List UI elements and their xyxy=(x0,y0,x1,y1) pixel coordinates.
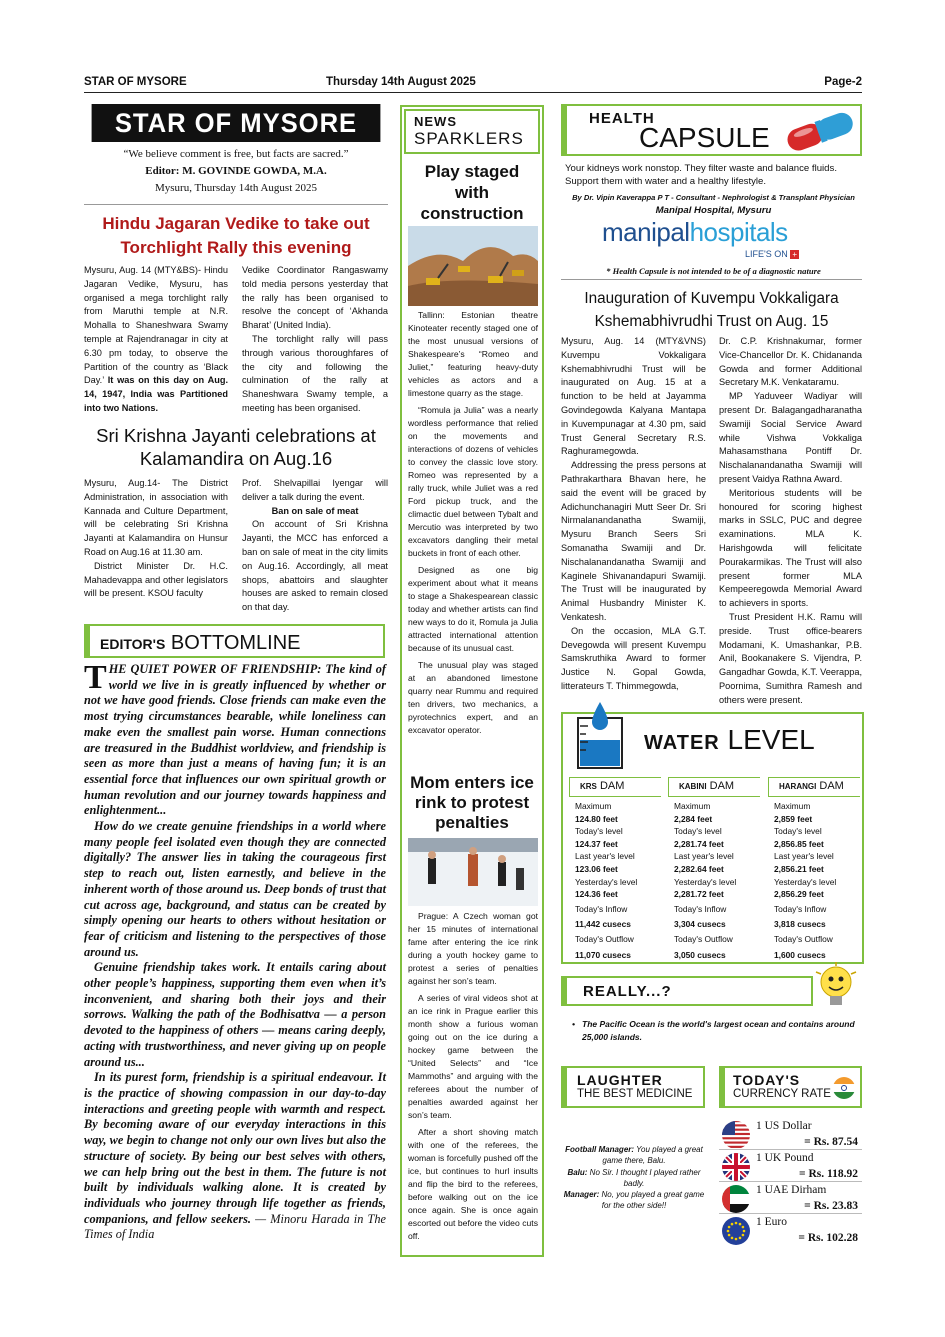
torchlight-text2: Vedike Coordinator Rangaswamy told media persons yesterday that the rally has been organised to resolve the concept of ‘Akhanda Bharat’ (United India). xyxy=(242,265,388,331)
editor-line: Editor: M. GOVINDE GOWDA, M.A. xyxy=(145,165,327,177)
dam-stat-value: 11,442 cusecs xyxy=(575,919,631,930)
eu-flag-icon xyxy=(721,1216,751,1246)
dam-label xyxy=(768,777,860,797)
dam-stat-label: Today's Inflow xyxy=(575,903,628,914)
dam-stat-label: Maximum xyxy=(575,801,612,811)
uk-flag-icon xyxy=(721,1152,751,1182)
dam-stats xyxy=(575,800,667,961)
water-label-light: LEVEL xyxy=(727,724,815,755)
speaker: Balu: xyxy=(567,1167,588,1177)
dam-stat-label: Today's level xyxy=(674,826,722,837)
torchlight-col1 xyxy=(84,264,228,416)
editor-label-bold: EDITOR'S xyxy=(100,636,166,652)
logo-part-b: hospitals xyxy=(689,217,788,247)
dam-label xyxy=(668,777,760,797)
dam-stat-label: Yesterday's level xyxy=(674,876,737,887)
dam-stat-value: 11,070 cusecs xyxy=(575,949,631,960)
rate-unit: 1 Euro xyxy=(756,1216,787,1228)
story2-p2: A series of viral videos shot at an ice rink in Prague earlier this month show a furious woman going out on the ice during a hockey game between the “United Selects” and “Ice Mammoths” and arguing with the referees about the number of penalties awarded against her son’s team. xyxy=(408,993,538,1120)
editor-para3: Genuine friendship takes work. It entails caring about other people’s happiness, supporting them even when it’s inconvenient, and sharing both their joys and their sorrows. Walking the path of the Bodhisattva — a person devoted to the happiness of others — means caring deeply, acting with trustworthiness, and never giving up on people around us... xyxy=(84,960,386,1069)
story1-h-main: Play staged with construction xyxy=(420,162,524,223)
really-fact-text: The Pacific Ocean is the world's largest ocean and contains around 25,000 islands. xyxy=(582,1019,855,1042)
kuvempu-p6: Meritorious students will be honoured for scoring highest marks in SSLC, PUC and degree examinations. MLA K. Harishgowda will felicitate Pourakarmikas. The Trust will also present former MLA Kempeeregowda Memorial Award to achievers in sports. xyxy=(719,487,862,609)
dam-stat-label: Last year's level xyxy=(674,851,734,862)
dam-stat-value: 123.06 feet xyxy=(575,863,618,874)
story2-p1: Prague: A Czech woman got her 15 minutes of international fame after entering the ice rink during a youth hockey game to protest a series of penalties against her son’s team. xyxy=(408,911,538,986)
currency-label-bold: TODAY'S xyxy=(733,1072,801,1088)
dam-stat-value: 3,050 cusecs xyxy=(674,949,726,960)
dam-suffix: DAM xyxy=(709,780,735,792)
rate-value: = Rs. 23.83 xyxy=(804,1200,858,1212)
speaker: Manager: xyxy=(563,1190,600,1200)
jayanti-col1 xyxy=(84,477,228,601)
editor-para2: How do we create genuine friendships in a world where many people feel isolated even though they are connected digitally? The answer lies in taking the courageous first step to reach out, listen earnestly, and believe in the inherent worth of those around us. Deep bonds of trust that cut across age, background, and status can be created by simply opening our hearts to others without hesitation or fear of criticism and listening to the perspectives of those around us. xyxy=(84,819,386,959)
jayanti-subhead: Ban on sale of meat xyxy=(271,505,359,516)
speech: You played a great game there, Balu. xyxy=(602,1145,703,1166)
torchlight-headline: Hindu Jagaran Vedike to take out Torchlight Rally this evening xyxy=(102,214,370,257)
dam-stat-value: 124.37 feet xyxy=(575,838,618,849)
dam-stat-value: 2,282.64 feet xyxy=(674,863,724,874)
laughter-label-bold: LAUGHTER xyxy=(577,1072,663,1088)
rate-unit: 1 US Dollar xyxy=(756,1120,812,1132)
rate-unit: 1 UAE Dirham xyxy=(756,1184,827,1196)
story1-p2: “Romula ja Julia” was a nearly wordless performance that relied on the movements and interactions of dozens of vehicles to convey the classic love story. Romeo was represented by a rally truck, while Juliet was a red Ford pickup truck, and the climactic duel between Tybalt and Mercutio was interpreted by two excavators dangling their metal buckets in front of each other. xyxy=(408,405,538,558)
editor-para1: HE QUIET POWER OF FRIENDSHIP: The kind of world we live in is greatly influenced by whether or not we have good friends. Close friends can make even the most trying circumstances bearable, while loneliness can make even the smallest pain worse. Human connections are treasured in the Buddhist worldview, and friendship is seen as more than just a means of having fun; it is an essential force that influences our own spiritual growth or human revolution and our journey towards happiness and enlightenment... xyxy=(84,662,386,818)
divider xyxy=(561,279,862,280)
torchlight-bold: It was on this day on Aug. 14, 1947, India was Partitioned into two Nations. xyxy=(84,375,228,413)
really-label: REALLY...? xyxy=(565,976,813,1006)
dam-suffix: DAM xyxy=(819,780,844,792)
capsule-pill-icon xyxy=(782,106,862,156)
kuvempu-p1: Mysuru, Aug. 14 (MTY&VNS) Kuvempu Vokkaligara Kshemabhivrudhi Trust will be inaugurated on Aug. 15 at a function to be held at Jayamma Govindegowda Kalyana Mantapa in Kuvempunagar at 4.30 pm, said Trust General Secretary R.S. Raghuramegowda. xyxy=(561,336,706,457)
rate-value: = Rs. 87.54 xyxy=(804,1136,858,1148)
motto: “We believe comment is free, but facts are sacred.” xyxy=(123,148,349,160)
dam-stat-value: 2,859 feet xyxy=(774,813,813,824)
editor-label-light: BOTTOMLINE xyxy=(170,632,301,654)
rate-value: = Rs. 102.28 xyxy=(798,1232,858,1244)
dam-stat-label: Today's Outflow xyxy=(674,933,733,944)
currency-label-light: CURRENCY RATE xyxy=(733,1088,831,1100)
water-drop-icon xyxy=(566,700,636,772)
dam-stat-label: Today's Outflow xyxy=(575,933,634,944)
news-label-bold: NEWS xyxy=(414,114,457,129)
story1-body xyxy=(408,309,538,737)
health-label-light: CAPSULE xyxy=(639,122,770,153)
health-byline: By Dr. Vipin Kaverappa P T - Consultant - Nephrologist & Transplant Physician xyxy=(572,193,855,202)
editor-source: — Minoru Harada in The Times of India xyxy=(84,1211,387,1242)
health-disclaimer: * Health Capsule is not intended to be of a diagnostic nature xyxy=(606,266,821,276)
water-label xyxy=(644,724,815,759)
joke xyxy=(563,1144,705,1212)
divider xyxy=(84,204,388,205)
dam-stat-label: Today's Outflow xyxy=(774,933,833,944)
story1-p4: The unusual play was staged at an abandoned limestone quarry near Rummu and required ten drivers, two mechanics, a pyrotechnics expert, and an excavator operator. xyxy=(408,660,538,735)
speech: No, you played a great game for the other side!! xyxy=(599,1190,705,1211)
torchlight-text: Mysuru, Aug. 14 (MTY&BS)- Hindu Jagaran Vedike, Mysuru, has organised a mega torchlight rally from Maruthi temple at N.R. Mohalla to Shaneshwara Swamy temple at Rajendranagar in city at 6.30 pm today, to observe the Partition of the country as ‘Black Day.’ xyxy=(84,265,228,386)
joke-line xyxy=(563,1189,705,1212)
dam-stat-value: 3,818 cusecs xyxy=(774,919,826,930)
logo-tag-text: LIFE'S ON xyxy=(745,249,788,259)
dam-name: KRS xyxy=(580,782,597,791)
uae-flag-icon xyxy=(721,1184,751,1214)
editor-label xyxy=(88,624,385,658)
bullet-icon: • xyxy=(572,1019,575,1029)
dam-stat-label: Yesterday's level xyxy=(575,876,638,887)
paper-name: STAR OF MYSORE xyxy=(84,76,187,88)
quarry-vehicles-photo xyxy=(408,226,538,306)
health-hospital: Manipal Hospital, Mysuru xyxy=(655,205,772,216)
kuvempu-col1 xyxy=(561,335,706,694)
story2-body xyxy=(408,910,538,1243)
dam-stat-value: 2,284 feet xyxy=(674,813,713,824)
health-tip: Your kidneys work nonstop. They filter waste and balance fluids. Support them with water and a healthy lifestyle. xyxy=(565,163,837,187)
rate-value: = Rs. 118.92 xyxy=(799,1168,858,1180)
dam-stat-label: Maximum xyxy=(774,801,811,811)
laughter-label-light: THE BEST MEDICINE xyxy=(577,1088,693,1100)
speech: No Sir. I thought I played rather badly. xyxy=(587,1167,701,1188)
editor-article xyxy=(84,659,387,1243)
logo-tagline xyxy=(745,249,799,259)
dam-stat-label: Last year's level xyxy=(774,851,834,862)
dam-stat-value: 3,304 cusecs xyxy=(674,919,726,930)
india-flag-icon xyxy=(832,1076,856,1100)
dam-stats xyxy=(674,800,766,961)
masthead: STAR OF MYSORE xyxy=(92,104,381,142)
laughter-label xyxy=(565,1066,705,1108)
really-fact xyxy=(572,1018,864,1044)
rate-entry xyxy=(756,1214,858,1246)
dam-stat-value: 2,281.72 feet xyxy=(674,889,724,900)
speaker: Football Manager: xyxy=(565,1145,635,1154)
page-header xyxy=(84,76,862,92)
plus-icon: + xyxy=(790,250,799,259)
story1-p1: Tallinn: Estonian theatre Kinoteater recently staged one of the most unusual versions of Shakespeare’s “Romeo and Juliet,” featuring heavy-duty vehicles as actors and a limestone quarry as the stage. xyxy=(408,310,538,398)
logo-part-a: manipal xyxy=(602,217,690,247)
rate-unit: 1 UK Pound xyxy=(756,1152,814,1164)
dam-suffix: DAM xyxy=(599,780,625,792)
dam-stat-label: Today's Inflow xyxy=(674,903,727,914)
manipal-logo xyxy=(602,217,788,248)
health-label-bold: HEALTH xyxy=(589,110,655,127)
joke-line xyxy=(563,1167,705,1190)
dam-stat-label: Yesterday's level xyxy=(774,876,837,887)
story2-headline: Mom enters ice rink to protest penalties xyxy=(410,773,534,832)
dam-stat-value: 2,856.21 feet xyxy=(774,863,824,874)
dam-stats xyxy=(774,800,866,961)
dam-label xyxy=(569,777,661,797)
dam-stat-label: Today's level xyxy=(774,826,822,837)
kuvempu-p7: Trust President H.K. Ramu will preside. Trust office-bearers Modamani, K. Umashankar, P.B. Anil, Bookanakere S. Vijendra, P. Gangadhar Gowda, K.T. Veerappa, Poornima, Sumithra Ramesh and others were present. xyxy=(719,611,863,705)
dam-stat-label: Last year's level xyxy=(575,851,635,862)
kuvempu-col2 xyxy=(719,335,862,708)
header-rule xyxy=(84,92,862,93)
masthead-info xyxy=(84,146,388,197)
news-label-light: SPARKLERS xyxy=(414,129,524,148)
jayanti-headline: Sri Krishna Jayanti celebrations at Kalamandira on Aug.16 xyxy=(96,425,376,469)
torchlight-text3: The torchlight rally will pass through various thoroughfares of the city and following the culmination of the rally at Shaneshwara Swamy temple, a meeting has been organised. xyxy=(242,333,388,413)
story2-p3: After a short shoving match with one of the referees, the woman is forcefully pushed off the ice, but continues to hurl insults and flip the bird to the referees, before walking out on the ice once again. She is once again escorted out before the video cuts off. xyxy=(408,1127,538,1241)
dam-stat-value: 1,600 cusecs xyxy=(774,949,826,960)
dam-stat-value: 2,856.29 feet xyxy=(774,889,824,900)
dam-stat-label: Maximum xyxy=(674,801,711,811)
story1-p3: Designed as one big experiment about what it means to stage a Shakespearean classic today and whether artists can find new ways to do it, Romula ja Julia attracted international attention because of its unusual cast. xyxy=(408,565,538,653)
jayanti-text2: District Minister Dr. H.C. Mahadevappa and other legislators will be present. KSOU faculty xyxy=(84,560,228,599)
dam-stat-value: 2,856.85 feet xyxy=(774,838,824,849)
ice-rink-photo xyxy=(408,838,538,906)
kuvempu-headline: Inauguration of Kuvempu Vokkaligara Kshemabhivrudhi Trust on Aug. 15 xyxy=(584,290,839,330)
drop-cap: T xyxy=(84,659,107,696)
kuvempu-p5: MP Yaduveer Wadiyar will present Dr. Balagangadharanatha Swamiji Social Service Award while Vishwa Vokkaliga Mahasamsthana Pontiff Dr. Nischalanandanatha Swamiji will present Vaidya Rathna Award. xyxy=(719,391,862,484)
jayanti-text1: Mysuru, Aug.14- The District Administration, in association with Kannada and Culture Department, will be celebrating Sri Krishna Jayanti at Kalamandira on Hunsur Road on Aug.16 at 11.30 am. xyxy=(84,478,228,557)
rate-entry xyxy=(756,1118,858,1150)
issue-date: Thursday 14th August 2025 xyxy=(326,76,476,88)
dam-name: KABINI xyxy=(679,782,707,791)
jayanti-text4: On account of Sri Krishna Jayanti, the MCC has enforced a ban on sale of meat in the city limits on Aug.16. Accordingly, all meat shops, abattoirs and slaughter houses are asked to remain closed on that day. xyxy=(242,519,388,613)
jayanti-col2 xyxy=(242,477,388,615)
editor-para4: In its purest form, friendship is a spiritual endeavour. It is the practice of showing compassion in our day-to-day interactions and greeting people with warmth and respect. By becoming aware of our everyday interactions in this way, we begin to change not only our own lives but also the structure of society. By being our best selves with others, we can help bring out the best in them. The future is not built by individuals walking alone. It is created by individuals who journey through life together as friends, companions, and fellow seekers. xyxy=(84,1070,386,1226)
water-label-bold: WATER xyxy=(644,732,720,754)
dam-stat-value: 2,281.74 feet xyxy=(674,838,724,849)
kuvempu-p3: On the occasion, MLA G.T. Devegowda will present Kuvempu Samskruthika Award to former Justice N. Gopal Gowda, litterateurs T. Thimmegowda, xyxy=(561,625,706,691)
page-number: Page-2 xyxy=(824,76,862,88)
torchlight-col2 xyxy=(242,264,388,416)
dam-stat-label: Today's level xyxy=(575,826,623,837)
jayanti-text3: Prof. Shelvapillai Iyengar will deliver a talk during the event. xyxy=(242,478,388,502)
us-flag-icon xyxy=(721,1120,751,1150)
dam-stat-value: 124.36 feet xyxy=(575,889,618,900)
kuvempu-p2: Addressing the press persons at Pathrakarthara Bhavan here, he said the event will be graced by Adichunchanagiri Mutt Seer Dr. Sri Nirmalanandanatha Swamiji, Mysuru Branch Seers Sri Somanatha Swamiji and Dr. Nischalanandanatha Swamiji and Kaginele Shivanandapuri Swamiji. The Trust will be inaugurated by Animal Husbandry Minister K. Venkatesh. xyxy=(561,460,706,622)
news-label xyxy=(404,109,540,154)
lightbulb-icon xyxy=(814,962,858,1012)
joke-line xyxy=(563,1144,705,1167)
dateline: Mysuru, Thursday 14th August 2025 xyxy=(154,182,318,194)
dam-stat-value: 124.80 feet xyxy=(575,813,618,824)
dam-stat-label: Today's Inflow xyxy=(774,903,827,914)
dam-name: HARANGI xyxy=(779,782,817,791)
rate-entry xyxy=(756,1182,858,1214)
kuvempu-p4: Dr. C.P. Krishnakumar, former Vice-Chancellor Dr. K. Chidananda Gowda and former Additional Secretary M.K. Venkataramu. xyxy=(719,336,862,388)
rate-entry xyxy=(756,1150,858,1182)
